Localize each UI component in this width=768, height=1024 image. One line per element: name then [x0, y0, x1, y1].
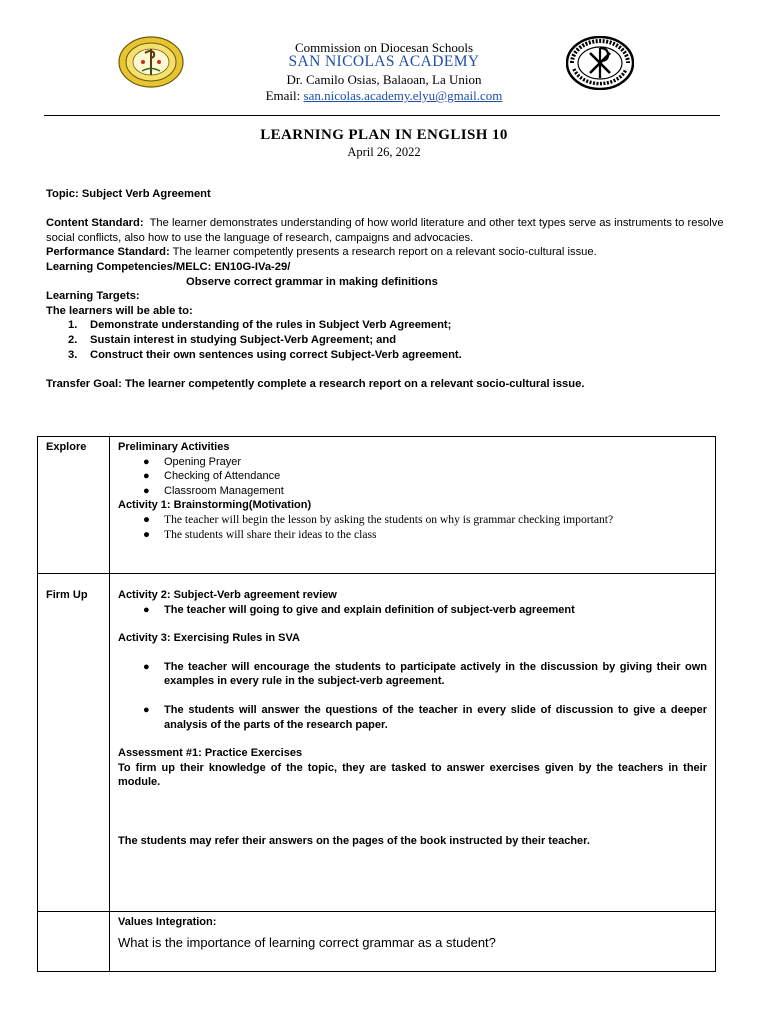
document-title: LEARNING PLAN IN ENGLISH 10 [260, 127, 508, 143]
activity2-title: Activity 2: Subject-Verb agreement review [118, 589, 337, 601]
activity3-title: Activity 3: Exercising Rules in SVA [118, 632, 300, 645]
table-row-firm-up [38, 574, 716, 912]
activity1-list [118, 513, 707, 542]
school-name: SAN NICOLAS ACADEMY [288, 53, 480, 70]
learning-targets-intro: The learners will be able to: [46, 304, 193, 317]
school-address: Dr. Camilo Osias, Balaoan, La Union [286, 72, 482, 87]
content-standard-text: The learner demonstrates understanding of how world literature and other text types serve as instruments to resolve social conflicts, also how to use the language of research, campaigns and advocacies. [46, 217, 724, 244]
performance-standard [46, 245, 726, 260]
row-label-values [38, 912, 110, 972]
performance-standard-text: The learner competently presents a research report on a relevant socio-cultural issue. [172, 246, 597, 259]
learning-competencies [46, 260, 726, 275]
list-item: 3. Construct their own sentences using correct Subject-Verb agreement. [68, 348, 462, 361]
list-item: ● The students will share their ideas to the class [143, 527, 377, 541]
row-label-firm-up: Firm Up [38, 574, 110, 912]
assessment-title: Assessment #1: Practice Exercises [118, 747, 303, 760]
list-item: ● Checking of Attendance [143, 470, 281, 483]
values-question: What is the importance of learning correct grammar as a student? [118, 934, 496, 950]
competencies-label: Learning Competencies/MELC: [46, 260, 212, 273]
table-row-values [38, 912, 716, 972]
document-date: April 26, 2022 [347, 145, 421, 159]
content-standard-label: Content Standard: [46, 217, 144, 230]
competencies-code: EN10G-IVa-29/ [214, 260, 291, 273]
list-item: 1. Demonstrate understanding of the rules in Subject Verb Agreement; [68, 319, 452, 332]
list-item: ● The teacher will going to give and explain definition of subject-verb agreement [143, 603, 575, 616]
values-title: Values Integration: [118, 916, 217, 928]
header-divider [44, 115, 720, 116]
activity3-list [118, 660, 707, 732]
list-item: 2. Sustain interest in studying Subject-Verb Agreement; and [68, 333, 397, 346]
transfer-goal [46, 377, 726, 392]
email-label: Email: [265, 88, 301, 103]
performance-standard-label: Performance Standard: [46, 246, 170, 259]
assessment-text: To firm up their knowledge of the topic, they are tasked to answer exercises given by the teachers in their module. [118, 761, 707, 789]
firm-up-content [110, 574, 716, 912]
learning-targets-list [46, 318, 726, 362]
topic-value: Subject Verb Agreement [81, 188, 211, 200]
values-content [110, 912, 716, 972]
plan-overview [46, 187, 726, 391]
transfer-goal-text: The learner competently complete a research report on a relevant socio-cultural issue. [124, 377, 585, 390]
competencies-text: Observe correct grammar in making definitions [186, 275, 438, 288]
learning-targets-label: Learning Targets: [46, 290, 140, 303]
preliminary-title: Preliminary Activities [118, 441, 230, 453]
transfer-goal-label: Transfer Goal: [46, 377, 122, 390]
list-item: ● Classroom Management [143, 484, 284, 497]
list-item: ● The teacher will begin the lesson by asking the students on why is grammar checking important? [143, 512, 614, 526]
refer-text: The students may refer their answers on the pages of the book instructed by their teacher. [118, 834, 590, 847]
content-standard [46, 216, 726, 245]
row-label-explore: Explore [38, 437, 110, 574]
commission-name: Commission on Diocesan Schools [294, 40, 474, 55]
activity1-title: Activity 1: Brainstorming(Motivation) [118, 499, 312, 512]
topic-label: Topic: [46, 188, 79, 200]
list-item: ● The students will answer the questions of the teacher in every slide of discussion to give a deeper analysis of the parts of the research paper. [143, 703, 707, 731]
topic-line [46, 187, 726, 202]
list-item: ● Opening Prayer [143, 455, 242, 468]
activity2-list [118, 603, 707, 618]
preliminary-list [118, 455, 707, 499]
list-item: ● The teacher will encourage the students to participate actively in the discussion by giving their own examples in every rule in the subject-verb agreement. [143, 660, 707, 688]
learning-plan-table [37, 436, 716, 972]
explore-content [110, 437, 716, 574]
table-row-explore [38, 437, 716, 574]
email-line [0, 88, 768, 104]
email-link[interactable]: san.nicolas.academy.elyu@gmail.com [303, 88, 503, 103]
